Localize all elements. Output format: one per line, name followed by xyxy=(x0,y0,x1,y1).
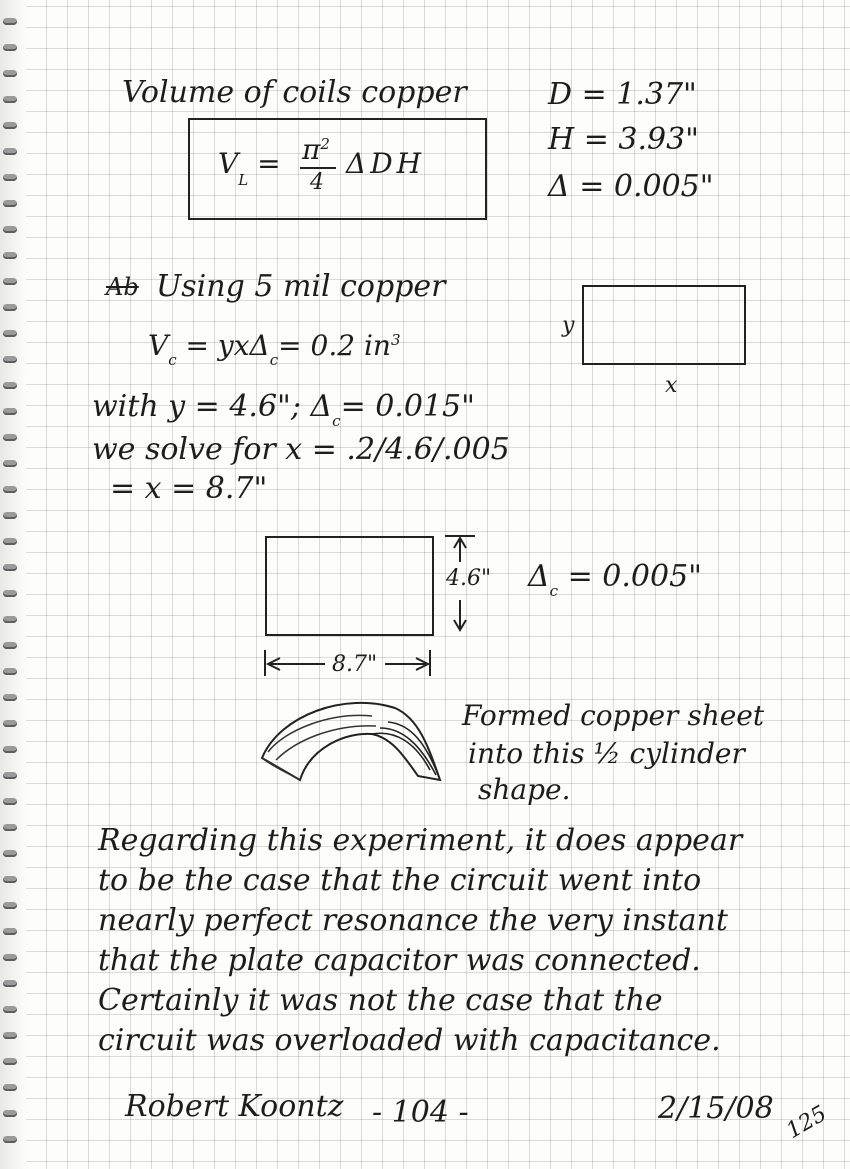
using-heading: Using 5 mil copper xyxy=(156,269,446,304)
param-h: H = 3.93" xyxy=(548,122,699,157)
notes-line: circuit was overloaded with capacitance. xyxy=(98,1023,721,1058)
formed-note-line: into this ½ cylinder xyxy=(468,737,745,770)
given-line: with y = 4.6"; $\Delta_c= 0.015$" xyxy=(92,389,475,430)
param-delta: Δ = 0.005" xyxy=(548,169,714,204)
signature: Robert Koontz xyxy=(125,1089,344,1124)
sheet-height-label: 4.6" xyxy=(446,566,492,591)
corner-number: 125 xyxy=(782,1101,832,1144)
formula-numerator: $\pi^2$ xyxy=(302,133,330,166)
crossed-out-word: Ab xyxy=(106,273,139,301)
result-line: = x = 8.7" xyxy=(110,471,268,506)
page-number: - 104 - xyxy=(372,1095,469,1130)
entry-date: 2/15/08 xyxy=(658,1091,774,1126)
notes-line: Regarding this experiment, it does appear xyxy=(98,823,743,858)
page-title: Volume of coils copper xyxy=(122,75,467,110)
formula-lhs: $V_L$ = xyxy=(218,147,281,189)
solve-line: we solve for x = .2/4.6/.005 xyxy=(92,432,510,467)
sheet-delta-label: $\Delta_c = 0.005$" xyxy=(528,559,702,600)
rect-label-y: y xyxy=(562,313,575,338)
rect-label-x: x xyxy=(665,373,678,398)
volume-equation: $V_c = yx\Delta_c= 0.2$ $in^3$ xyxy=(148,329,401,369)
notes-line: nearly perfect resonance the very instant xyxy=(98,903,728,938)
sheet-width-label: 8.7" xyxy=(332,652,378,677)
notes-line: to be the case that the circuit went into xyxy=(98,863,702,898)
param-d: D = 1.37" xyxy=(548,77,697,112)
notes-line: Certainly it was not the case that the xyxy=(98,983,663,1018)
formula-rest: ΔDH xyxy=(346,147,426,180)
notes-line: that the plate capacitor was connected. xyxy=(98,943,701,978)
formed-note-line: shape. xyxy=(478,773,571,806)
formed-note-line: Formed copper sheet xyxy=(462,699,765,732)
formula-denominator: 4 xyxy=(310,170,324,195)
